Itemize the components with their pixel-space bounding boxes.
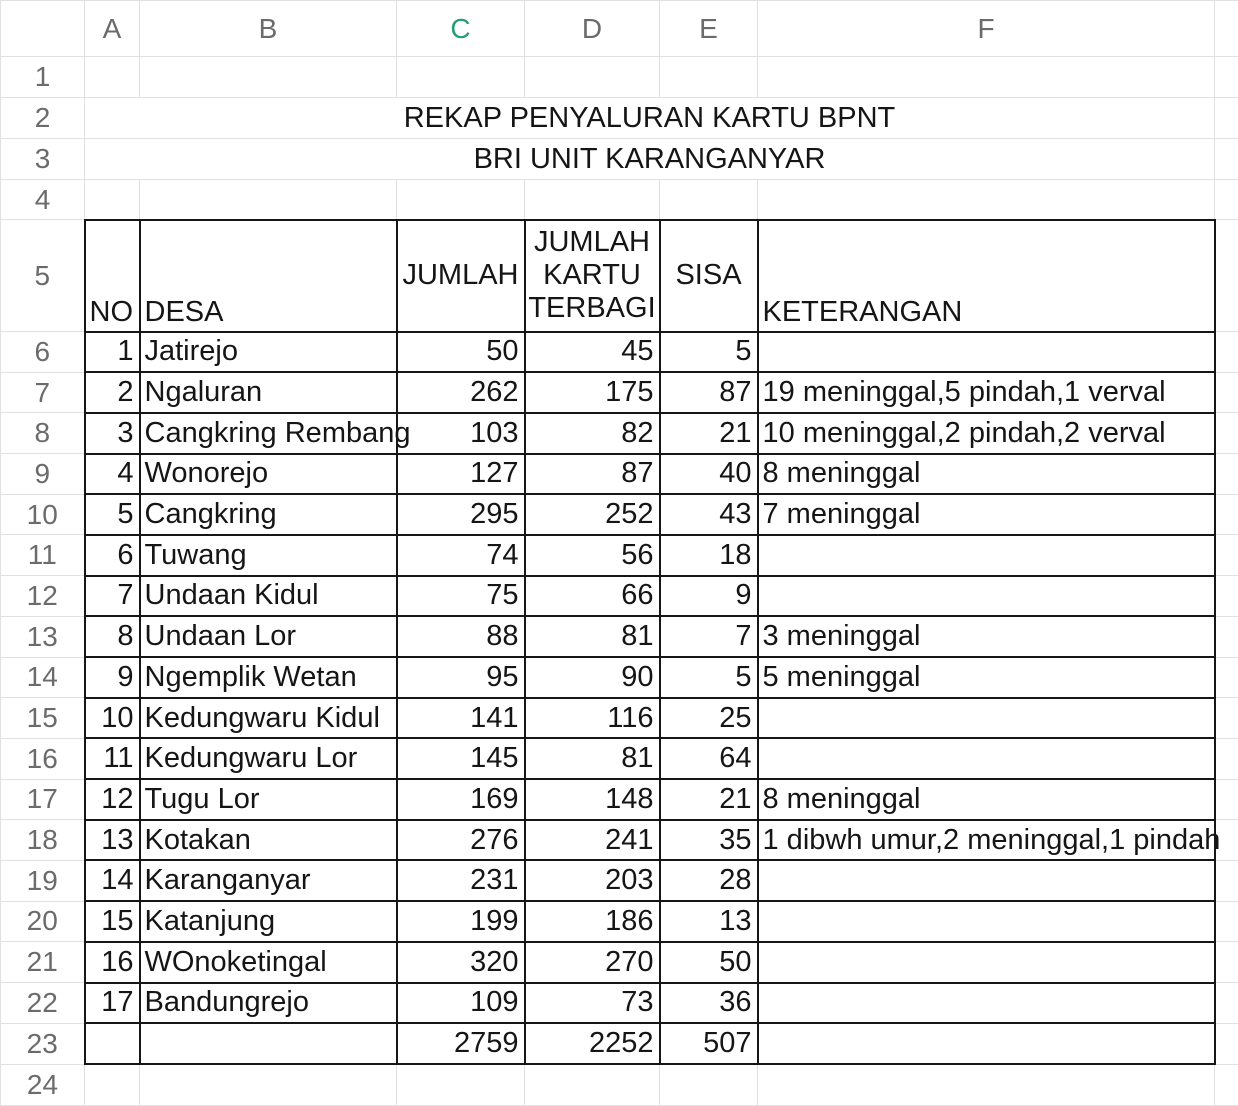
cell[interactable]: [1215, 332, 1238, 373]
cell[interactable]: [1215, 983, 1238, 1024]
table-row: [1, 332, 1238, 373]
cell-sisa[interactable]: 40: [660, 454, 758, 495]
table-header-row: [1, 220, 1238, 332]
header-cell-kartu-terbagi[interactable]: JUMLAH KARTU TERBAGI: [525, 220, 660, 332]
cell[interactable]: [85, 1023, 140, 1064]
cell-sisa[interactable]: 35: [660, 820, 758, 861]
cell-jumlah[interactable]: 95: [397, 657, 525, 698]
cell-jumlah[interactable]: 50: [397, 332, 525, 373]
cell-jumlah[interactable]: 141: [397, 698, 525, 739]
cell-desa[interactable]: Kedungwaru Kidul: [140, 698, 397, 739]
cell[interactable]: [397, 57, 525, 98]
row-header[interactable]: 16: [1, 738, 85, 779]
column-header-c-selected[interactable]: C: [397, 1, 525, 57]
cell[interactable]: [1215, 698, 1238, 739]
cell-kartu-terbagi[interactable]: 241: [525, 820, 660, 861]
cell-jumlah[interactable]: 127: [397, 454, 525, 495]
cell[interactable]: [1215, 1064, 1238, 1105]
cell[interactable]: [1215, 139, 1238, 180]
cell-sisa[interactable]: 43: [660, 494, 758, 535]
cell[interactable]: [1215, 454, 1238, 495]
cell-sisa[interactable]: 21: [660, 413, 758, 454]
cell-jumlah[interactable]: 88: [397, 616, 525, 657]
cell[interactable]: [1215, 98, 1238, 139]
sheet-row-1: [1, 57, 1238, 98]
cell[interactable]: [1215, 180, 1238, 220]
table-row: [1, 860, 1238, 901]
cell-desa[interactable]: Cangkring: [140, 494, 397, 535]
cell-keterangan[interactable]: 8 meninggal: [758, 779, 1215, 820]
cell-jumlah[interactable]: 295: [397, 494, 525, 535]
total-jumlah[interactable]: 2759: [397, 1023, 525, 1064]
cell-jumlah[interactable]: 169: [397, 779, 525, 820]
cell-no[interactable]: 11: [85, 738, 140, 779]
cell-desa[interactable]: Bandungrejo: [140, 983, 397, 1024]
cell-keterangan[interactable]: 8 meninggal: [758, 454, 1215, 495]
cell-jumlah[interactable]: 109: [397, 983, 525, 1024]
cell-kartu-terbagi[interactable]: 81: [525, 738, 660, 779]
sheet-title-line2[interactable]: BRI UNIT KARANGANYAR: [85, 139, 1215, 180]
cell-kartu-terbagi[interactable]: 116: [525, 698, 660, 739]
cell-no[interactable]: 3: [85, 413, 140, 454]
cell-desa[interactable]: Jatirejo: [140, 332, 397, 373]
table-row: [1, 494, 1238, 535]
cell-no[interactable]: 15: [85, 901, 140, 942]
cell-no[interactable]: 7: [85, 576, 140, 617]
header-cell-sisa[interactable]: SISA: [660, 220, 758, 332]
cell-no[interactable]: 9: [85, 657, 140, 698]
cell[interactable]: [1215, 372, 1238, 413]
column-header-f[interactable]: F: [758, 1, 1215, 57]
row-header-5[interactable]: 5: [1, 220, 85, 332]
sheet-row-24: [1, 1064, 1238, 1105]
cell-keterangan[interactable]: 19 meninggal,5 pindah,1 verval: [758, 372, 1215, 413]
table-row: [1, 779, 1238, 820]
row-header-24[interactable]: 24: [1, 1064, 85, 1105]
cell[interactable]: [1215, 860, 1238, 901]
cell[interactable]: [525, 57, 660, 98]
cell-jumlah[interactable]: 74: [397, 535, 525, 576]
cell-desa[interactable]: Karanganyar: [140, 860, 397, 901]
cell[interactable]: [1215, 57, 1238, 98]
row-header[interactable]: 11: [1, 535, 85, 576]
cell-sisa[interactable]: 5: [660, 657, 758, 698]
cell-no[interactable]: 16: [85, 942, 140, 983]
cell-kartu-terbagi[interactable]: 66: [525, 576, 660, 617]
cell[interactable]: [758, 1023, 1215, 1064]
cell-keterangan[interactable]: [758, 576, 1215, 617]
cell[interactable]: [1215, 494, 1238, 535]
row-header[interactable]: 17: [1, 779, 85, 820]
cell-sisa[interactable]: 28: [660, 860, 758, 901]
header-cell-desa[interactable]: DESA: [140, 220, 397, 332]
cell[interactable]: [1215, 616, 1238, 657]
cell[interactable]: [397, 180, 525, 220]
cell-sisa[interactable]: 25: [660, 698, 758, 739]
table-row: [1, 535, 1238, 576]
cell-no[interactable]: 10: [85, 698, 140, 739]
cell-keterangan[interactable]: [758, 535, 1215, 576]
cell-no[interactable]: 14: [85, 860, 140, 901]
cell[interactable]: [1215, 657, 1238, 698]
cell[interactable]: [85, 180, 140, 220]
cell-desa[interactable]: Ngemplik Wetan: [140, 657, 397, 698]
row-header[interactable]: 6: [1, 332, 85, 373]
cell-jumlah[interactable]: 231: [397, 860, 525, 901]
cell[interactable]: [525, 1064, 660, 1105]
column-header-row: [1, 1, 1238, 57]
header-cell-no[interactable]: NO: [85, 220, 140, 332]
cell[interactable]: [1215, 220, 1238, 332]
cell-no[interactable]: 13: [85, 820, 140, 861]
cell[interactable]: [140, 180, 397, 220]
cell-keterangan[interactable]: [758, 698, 1215, 739]
cell-kartu-terbagi[interactable]: 252: [525, 494, 660, 535]
table-row: [1, 820, 1238, 861]
cell[interactable]: [758, 1064, 1215, 1105]
cell-no[interactable]: 2: [85, 372, 140, 413]
cell[interactable]: [1215, 738, 1238, 779]
row-header[interactable]: 21: [1, 942, 85, 983]
cell-kartu-terbagi[interactable]: 203: [525, 860, 660, 901]
row-header[interactable]: 22: [1, 983, 85, 1024]
row-header[interactable]: 20: [1, 901, 85, 942]
cell-jumlah[interactable]: 320: [397, 942, 525, 983]
sheet-row-2: [1, 98, 1238, 139]
cell-keterangan[interactable]: 10 meninggal,2 pindah,2 verval: [758, 413, 1215, 454]
table-row: [1, 698, 1238, 739]
cell[interactable]: [397, 1064, 525, 1105]
cell[interactable]: [85, 1064, 140, 1105]
row-header[interactable]: 18: [1, 820, 85, 861]
row-header[interactable]: 7: [1, 372, 85, 413]
cell-kartu-terbagi[interactable]: 175: [525, 372, 660, 413]
row-header-23[interactable]: 23: [1, 1023, 85, 1064]
row-header[interactable]: 13: [1, 616, 85, 657]
total-terbagi[interactable]: 2252: [525, 1023, 660, 1064]
table-row: [1, 738, 1238, 779]
cell[interactable]: [758, 180, 1215, 220]
cell-kartu-terbagi[interactable]: 270: [525, 942, 660, 983]
table-total-row: [1, 1023, 1238, 1064]
table-row: [1, 454, 1238, 495]
sheet-row-3: [1, 139, 1238, 180]
row-header-1[interactable]: 1: [1, 57, 85, 98]
row-header[interactable]: 12: [1, 576, 85, 617]
cell[interactable]: [1215, 1023, 1238, 1064]
select-all-corner[interactable]: [1, 1, 85, 57]
cell-desa[interactable]: Ngaluran: [140, 372, 397, 413]
row-header[interactable]: 19: [1, 860, 85, 901]
cell-no[interactable]: 17: [85, 983, 140, 1024]
row-header-3[interactable]: 3: [1, 139, 85, 180]
cell-sisa[interactable]: 18: [660, 535, 758, 576]
cell-kartu-terbagi[interactable]: 81: [525, 616, 660, 657]
cell-desa[interactable]: Katanjung: [140, 901, 397, 942]
column-header-d[interactable]: D: [525, 1, 660, 57]
cell-keterangan[interactable]: 7 meninggal: [758, 494, 1215, 535]
cell-keterangan[interactable]: [758, 860, 1215, 901]
row-header[interactable]: 10: [1, 494, 85, 535]
cell-jumlah[interactable]: 145: [397, 738, 525, 779]
cell-keterangan[interactable]: [758, 942, 1215, 983]
cell-kartu-terbagi[interactable]: 82: [525, 413, 660, 454]
row-header[interactable]: 14: [1, 657, 85, 698]
cell-desa[interactable]: Tuwang: [140, 535, 397, 576]
cell-sisa[interactable]: 87: [660, 372, 758, 413]
cell[interactable]: [140, 57, 397, 98]
header-cell-keterangan[interactable]: KETERANGAN: [758, 220, 1215, 332]
cell-no[interactable]: 8: [85, 616, 140, 657]
cell-keterangan[interactable]: 1 dibwh umur,2 meninggal,1 pindah: [758, 820, 1215, 861]
cell-sisa[interactable]: 36: [660, 983, 758, 1024]
column-header-g-partial[interactable]: [1215, 1, 1238, 57]
row-header[interactable]: 15: [1, 698, 85, 739]
cell-kartu-terbagi[interactable]: 45: [525, 332, 660, 373]
cell[interactable]: [660, 180, 758, 220]
cell-keterangan[interactable]: 3 meninggal: [758, 616, 1215, 657]
table-row: [1, 576, 1238, 617]
table-row: [1, 942, 1238, 983]
cell[interactable]: [140, 1023, 397, 1064]
cell-no[interactable]: 6: [85, 535, 140, 576]
cell-kartu-terbagi[interactable]: 148: [525, 779, 660, 820]
row-header-2[interactable]: 2: [1, 98, 85, 139]
cell[interactable]: [1215, 535, 1238, 576]
table-row: [1, 983, 1238, 1024]
cell-keterangan[interactable]: [758, 332, 1215, 373]
cell[interactable]: [140, 1064, 397, 1105]
cell[interactable]: [1215, 576, 1238, 617]
cell-keterangan[interactable]: 5 meninggal: [758, 657, 1215, 698]
cell-jumlah[interactable]: 199: [397, 901, 525, 942]
row-header[interactable]: 9: [1, 454, 85, 495]
column-header-e[interactable]: E: [660, 1, 758, 57]
cell-kartu-terbagi[interactable]: 186: [525, 901, 660, 942]
cell-sisa[interactable]: 7: [660, 616, 758, 657]
cell[interactable]: [660, 57, 758, 98]
cell[interactable]: [1215, 942, 1238, 983]
cell-sisa[interactable]: 5: [660, 332, 758, 373]
table-row: [1, 657, 1238, 698]
cell-sisa[interactable]: 64: [660, 738, 758, 779]
column-header-a[interactable]: A: [85, 1, 140, 57]
sheet-row-4: [1, 180, 1238, 220]
row-header[interactable]: 8: [1, 413, 85, 454]
cell-jumlah[interactable]: 262: [397, 372, 525, 413]
cell-desa[interactable]: Tugu Lor: [140, 779, 397, 820]
cell-sisa[interactable]: 21: [660, 779, 758, 820]
cell-keterangan[interactable]: [758, 738, 1215, 779]
cell-kartu-terbagi[interactable]: 87: [525, 454, 660, 495]
cell-kartu-terbagi[interactable]: 90: [525, 657, 660, 698]
table-row: [1, 616, 1238, 657]
cell-jumlah[interactable]: 276: [397, 820, 525, 861]
cell[interactable]: [525, 180, 660, 220]
cell-sisa[interactable]: 9: [660, 576, 758, 617]
cell-kartu-terbagi[interactable]: 56: [525, 535, 660, 576]
cell-desa[interactable]: Kedungwaru Lor: [140, 738, 397, 779]
cell-keterangan[interactable]: [758, 983, 1215, 1024]
cell-no[interactable]: 12: [85, 779, 140, 820]
cell-jumlah[interactable]: 75: [397, 576, 525, 617]
cell-desa[interactable]: Kotakan: [140, 820, 397, 861]
header-cell-jumlah[interactable]: JUMLAH: [397, 220, 525, 332]
cell-desa[interactable]: Cangkring Rembang: [140, 413, 397, 454]
total-sisa[interactable]: 507: [660, 1023, 758, 1064]
row-header-4[interactable]: 4: [1, 180, 85, 220]
cell-keterangan[interactable]: [758, 901, 1215, 942]
column-header-b[interactable]: B: [140, 1, 397, 57]
cell[interactable]: [1215, 779, 1238, 820]
cell[interactable]: [758, 57, 1215, 98]
table-row: [1, 372, 1238, 413]
cell[interactable]: [1215, 901, 1238, 942]
cell-desa[interactable]: Wonorejo: [140, 454, 397, 495]
table-row: [1, 901, 1238, 942]
cell-desa[interactable]: Undaan Lor: [140, 616, 397, 657]
cell-no[interactable]: 4: [85, 454, 140, 495]
cell[interactable]: [1215, 413, 1238, 454]
cell-desa[interactable]: WOnoketingal: [140, 942, 397, 983]
cell-sisa[interactable]: 50: [660, 942, 758, 983]
cell-desa[interactable]: Undaan Kidul: [140, 576, 397, 617]
sheet-title-line1[interactable]: REKAP PENYALURAN KARTU BPNT: [85, 98, 1215, 139]
cell-sisa[interactable]: 13: [660, 901, 758, 942]
cell-no[interactable]: 1: [85, 332, 140, 373]
cell-jumlah[interactable]: 103: [397, 413, 525, 454]
cell-no[interactable]: 5: [85, 494, 140, 535]
cell-kartu-terbagi[interactable]: 73: [525, 983, 660, 1024]
cell[interactable]: [660, 1064, 758, 1105]
cell[interactable]: [85, 57, 140, 98]
table-row: [1, 413, 1238, 454]
